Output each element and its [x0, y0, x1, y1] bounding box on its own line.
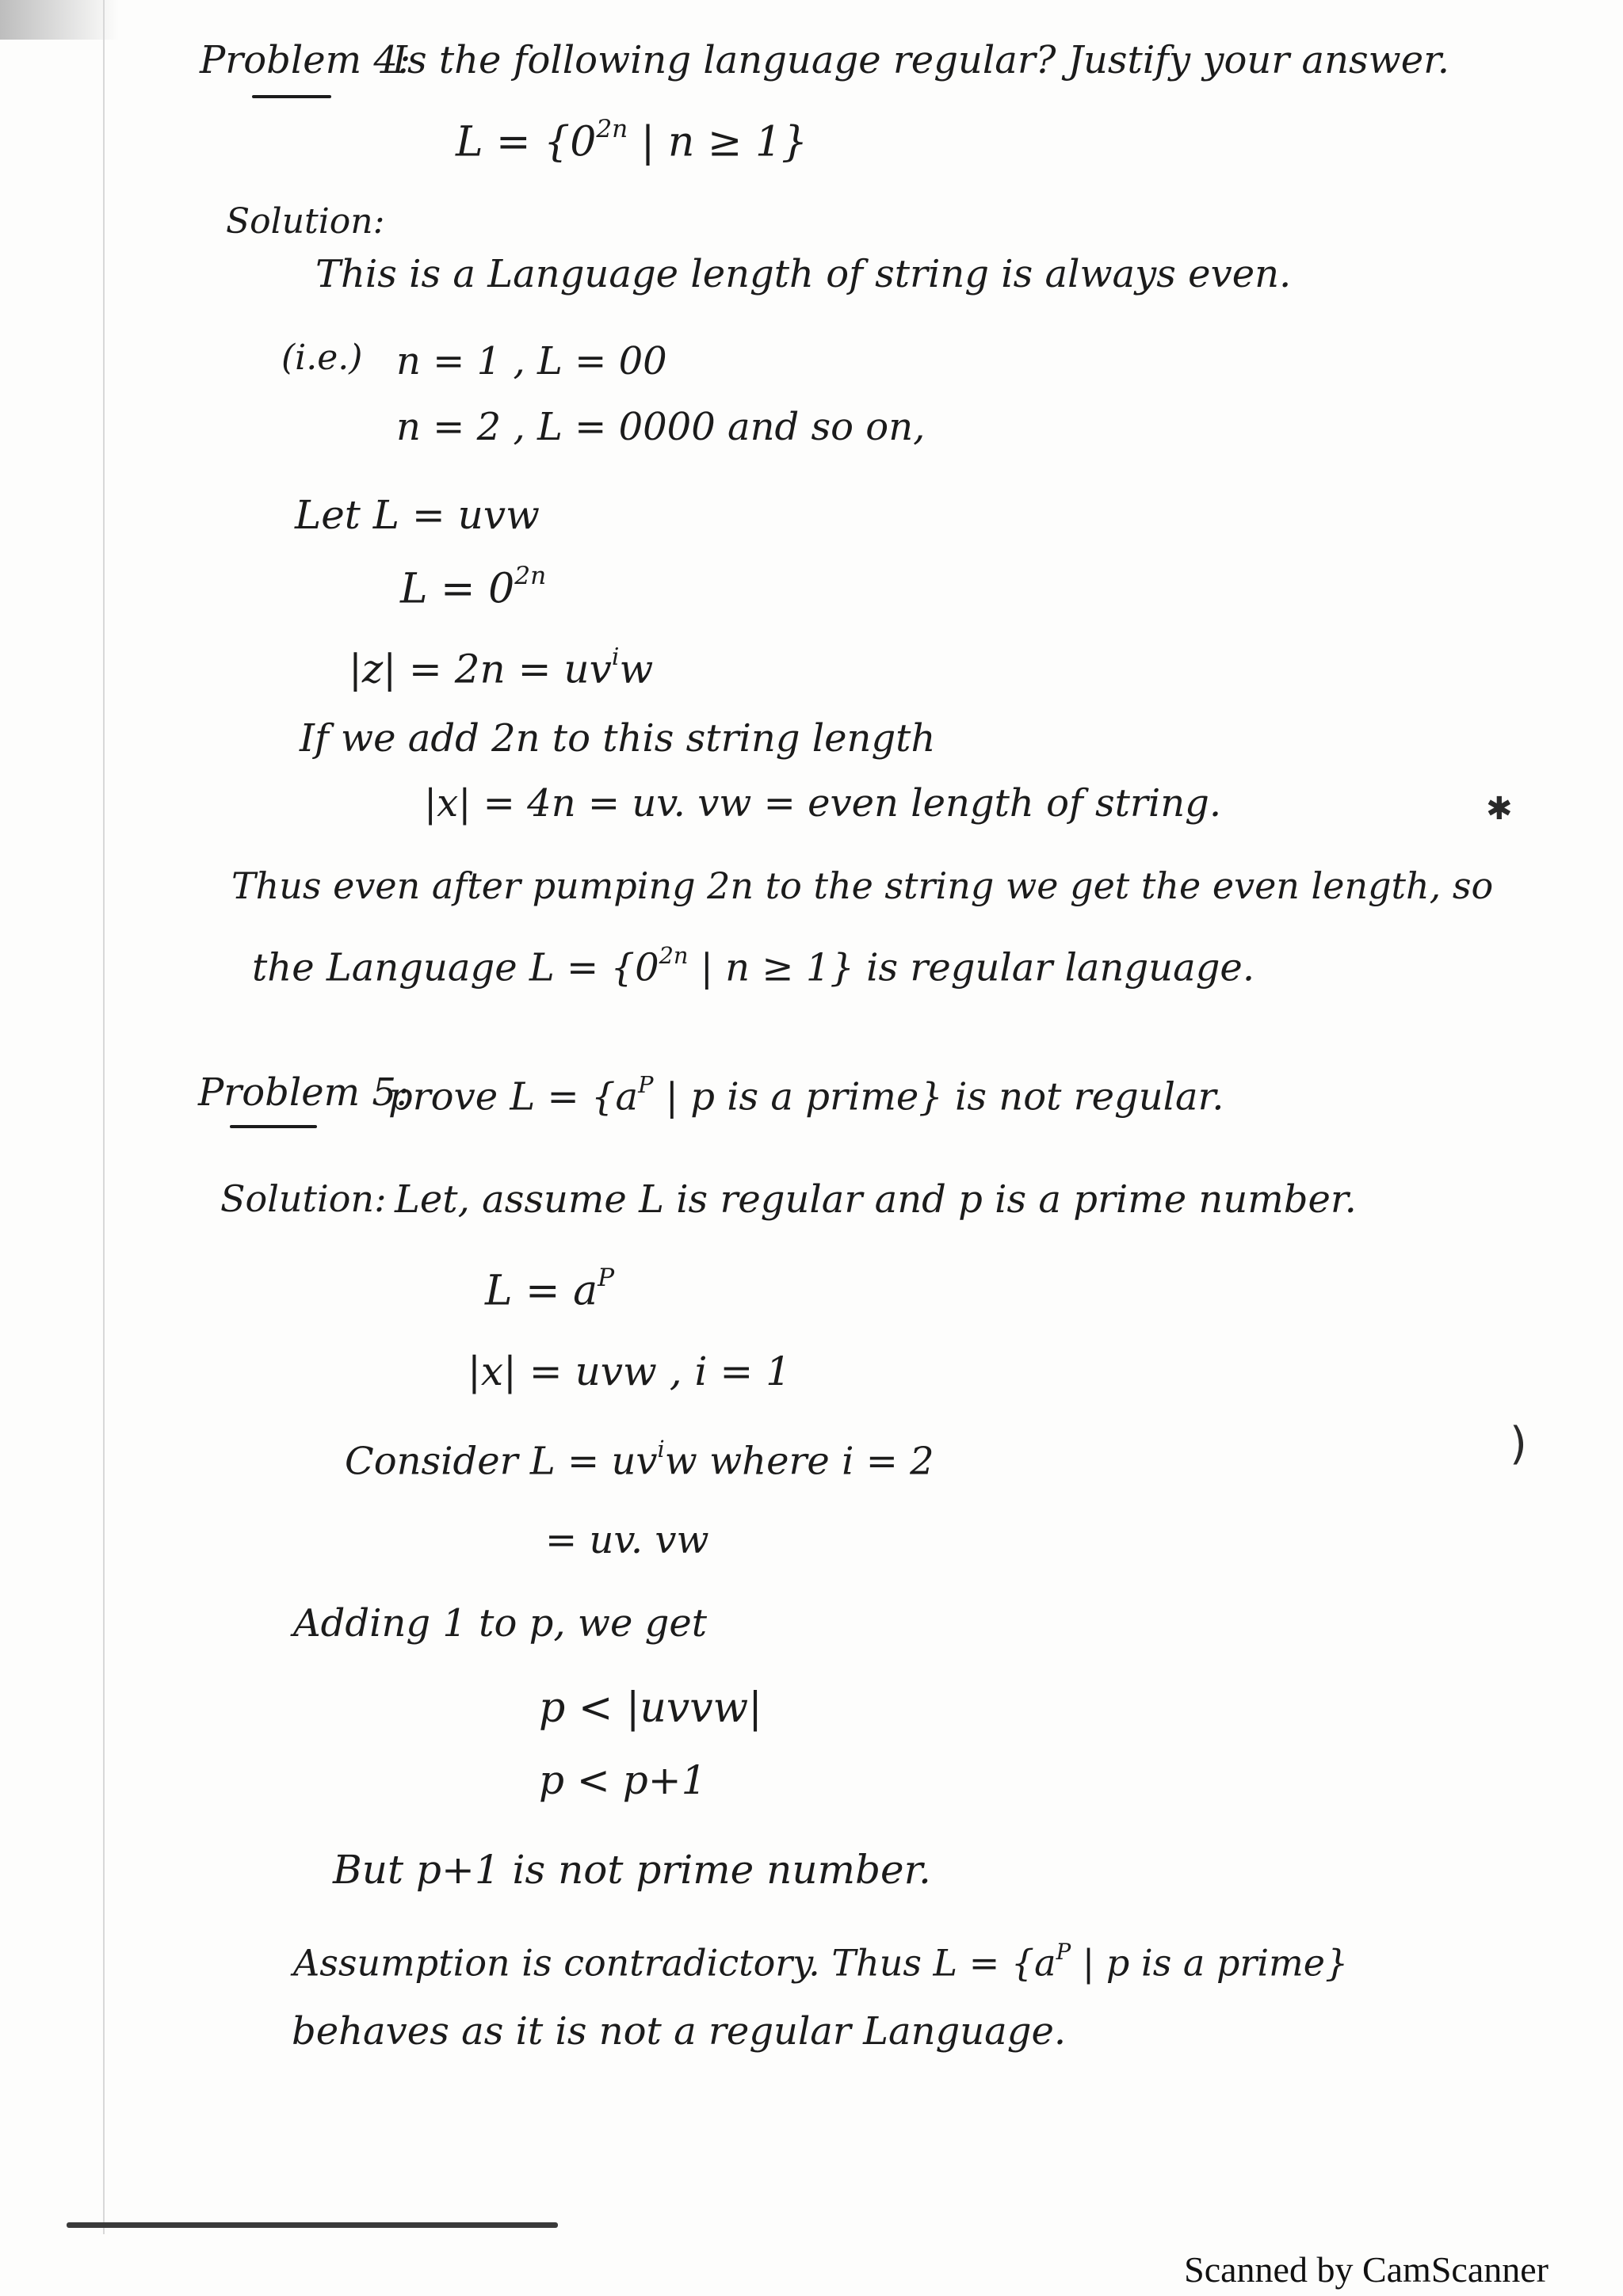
problem5-but-line: But p+1 is not prime number.: [333, 1847, 931, 1893]
problem5-consider: [345, 1436, 934, 1484]
problem4-z-length-prefix: |z| = 2n = uv: [349, 646, 612, 692]
problem4-z-length-exponent: i: [611, 643, 620, 671]
problem4-z-length-suffix: w: [619, 646, 654, 692]
problem4-conclusion-exponent: 2n: [659, 942, 689, 969]
problem5-assumption-exponent: P: [1056, 1939, 1071, 1965]
problem4-let: Let L = uvw: [295, 492, 540, 538]
problem4-question: Is the following language regular? Justify your answer.: [392, 38, 1450, 82]
problem5-question-prefix: prove L = {a: [388, 1074, 639, 1119]
problem4-l-def-exponent: 2n: [514, 562, 547, 590]
problem5-label-underline: [230, 1125, 317, 1128]
problem5-l-def: [485, 1264, 615, 1315]
margin-bracket-mark: ): [1510, 1418, 1527, 1470]
problem5-l-def-exponent: P: [598, 1264, 615, 1292]
problem5-assume: Let, assume L is regular and p is a prime number.: [395, 1177, 1357, 1222]
problem5-question-exponent: P: [638, 1071, 654, 1098]
camscanner-stamp: Scanned by CamScanner: [1184, 2249, 1549, 2290]
problem4-conclusion-prefix: the Language L = {0: [252, 945, 659, 990]
problem5-consider-prefix: Consider L = uv: [345, 1439, 658, 1484]
problem4-solution-label: Solution:: [226, 201, 385, 242]
problem4-conclusion-line2: [252, 942, 1255, 990]
problem4-case1: n = 1 , L = 00: [396, 339, 667, 383]
problem5-x-line: |x| = uvw , i = 1: [468, 1348, 791, 1394]
problem5-inequality2: p < p+1: [539, 1757, 707, 1803]
problem5-label: Problem 5:: [198, 1070, 410, 1115]
problem4-add-line: If we add 2n to this string length: [300, 716, 936, 761]
problem5-assumption-prefix: Assumption is contradictory. Thus L = {a: [293, 1941, 1056, 1985]
problem5-consider-suffix: w where i = 2: [664, 1439, 934, 1484]
margin-symbol-icon: ✱: [1486, 791, 1513, 827]
problem4-language-exponent: 2n: [596, 115, 628, 143]
problem5-solution-label: Solution:: [220, 1177, 387, 1220]
problem5-assumption: [293, 1939, 1349, 1985]
problem5-question: [388, 1071, 1224, 1119]
problem4-language-definition: [456, 115, 808, 166]
problem4-language-suffix: | n ≥ 1}: [628, 118, 808, 166]
problem4-language-prefix: L = {0: [456, 118, 597, 166]
problem4-z-length: [349, 643, 654, 692]
problem5-inequality1: p < |uvvw|: [539, 1684, 762, 1732]
problem4-label: Problem 4:: [200, 38, 411, 82]
page-corner-shadow: [0, 0, 119, 40]
problem4-case2: n = 2 , L = 0000 and so on,: [396, 405, 926, 449]
problem4-conclusion-suffix: | n ≥ 1} is regular language.: [688, 945, 1255, 990]
problem5-adding: Adding 1 to p, we get: [293, 1601, 708, 1646]
problem5-assumption-suffix: | p is a prime}: [1071, 1941, 1349, 1985]
problem4-x-length: |x| = 4n = uv. vw = even length of string.: [424, 781, 1222, 826]
problem5-l-def-prefix: L = a: [485, 1267, 598, 1315]
problem4-l-def-prefix: L = 0: [400, 565, 515, 613]
bottom-edge-line: [67, 2222, 558, 2228]
problem4-label-underline: [252, 95, 331, 98]
problem5-question-suffix: | p is a prime} is not regular.: [653, 1074, 1224, 1119]
problem4-l-def: [400, 562, 547, 613]
problem5-uvvw: = uv. vw: [545, 1518, 709, 1562]
margin-line: [103, 0, 105, 2234]
problem4-ie: (i.e.): [281, 338, 363, 378]
problem4-solution-line1: This is a Language length of string is always even.: [315, 252, 1292, 296]
problem5-behaves: behaves as it is not a regular Language.: [292, 2009, 1067, 2054]
problem4-conclusion-line1: Thus even after pumping 2n to the string we get the even length, so: [231, 864, 1494, 907]
problem5-consider-exponent: i: [657, 1436, 665, 1463]
